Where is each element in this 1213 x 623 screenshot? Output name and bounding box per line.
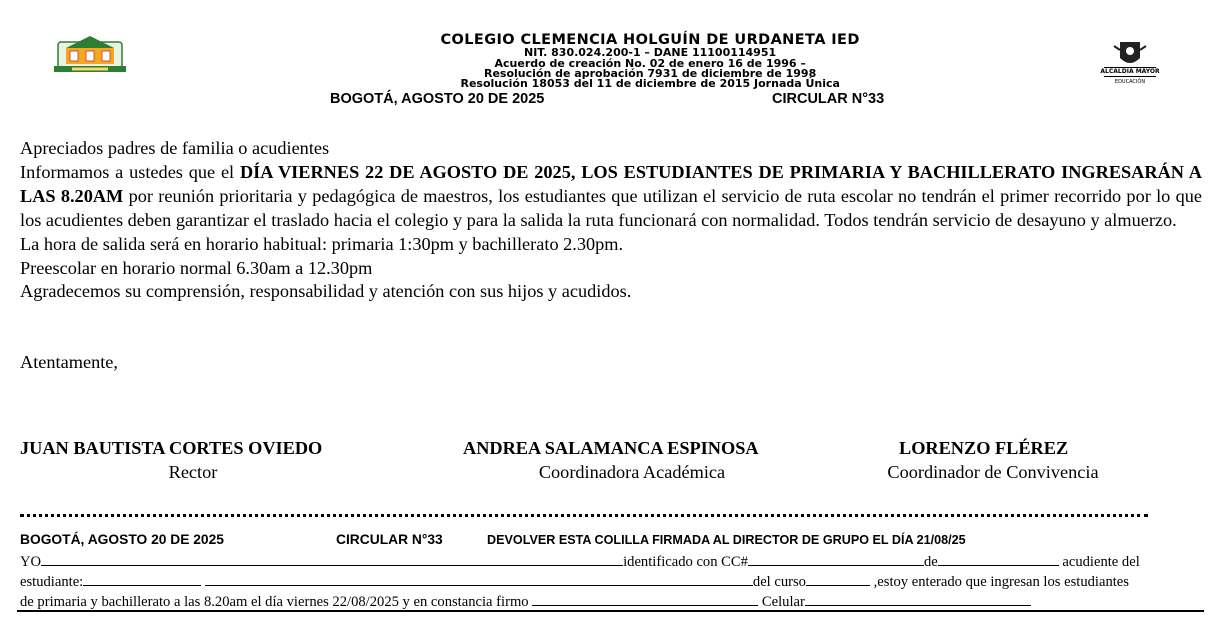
school-name: COLEGIO CLEMENCIA HOLGUÍN DE URDANETA IED <box>440 32 860 48</box>
stub-enterado-label: ,estoy enterado que ingresan los estudiantes <box>869 574 1129 590</box>
alcaldia-text: ALCALDÍA MAYOR <box>1100 68 1160 75</box>
phone-field[interactable] <box>805 591 1031 606</box>
cc-origin-field[interactable] <box>938 551 1059 566</box>
stub-date: BOGOTÁ, AGOSTO 20 DE 2025 <box>20 532 224 547</box>
main-paragraph-intro: Informamos a ustedes que el <box>20 161 240 182</box>
educacion-text: EDUCACIÓN <box>1114 79 1146 85</box>
course-field[interactable] <box>806 571 870 586</box>
circular-body <box>20 137 1202 304</box>
stub-line-3 <box>20 591 1031 611</box>
preschool-schedule: Preescolar en horario normal 6.30am a 12.30pm <box>20 257 373 278</box>
stub-curso-label: del curso <box>752 574 806 590</box>
stub-cc-label: identificado con CC# <box>623 554 748 570</box>
stub-celular-label: Celular <box>758 594 805 610</box>
bottom-rule <box>17 610 1204 612</box>
thanks-line: Agradecemos su comprensión, responsabilidad y atención con sus hijos y acudidos. <box>20 281 632 302</box>
parent-name-field[interactable] <box>41 551 623 566</box>
stub-circular: CIRCULAR N°33 <box>336 532 443 547</box>
stub-line-1 <box>20 551 1140 571</box>
stub-instruction: DEVOLVER ESTA COLILLA FIRMADA AL DIRECTOR DE GRUPO EL DÍA 21/08/25 <box>487 533 966 547</box>
signature-name-convivencia: LORENZO FLÉREZ <box>899 438 1069 458</box>
stub-line-2 <box>20 571 1129 591</box>
school-approval: Resolución de aprobación 7931 de diciembre de 1998 <box>484 67 817 80</box>
signature-field[interactable] <box>532 591 758 606</box>
signature-role-rector: Rector <box>168 462 218 482</box>
main-paragraph-rest: por reunión prioritaria y pedagógica de maestros, los estudiantes que utilizan el servicio de ruta escolar no tendrán el primer recorrido por lo que los acudientes deben garantizar el traslado hacia el colegio y para la salida la ruta funcionará con normalidad. Todos tendrán servicio de desayuno y almuerzo. <box>20 185 1202 230</box>
school-nit: NIT. 830.024.200-1 – DANE 11100114951 <box>524 46 777 59</box>
main-paragraph <box>20 161 1202 233</box>
school-logo <box>52 34 128 76</box>
stub-yo-label: YO <box>20 554 42 570</box>
cc-number-field[interactable] <box>748 551 924 566</box>
alcaldia-logo <box>1092 38 1168 86</box>
signature-name-academic: ANDREA SALAMANCA ESPINOSA <box>463 438 759 458</box>
cut-line <box>20 510 1148 517</box>
stub-constancia-label: de primaria y bachillerato a las 8.20am el día viernes 22/08/2025 y en constancia firmo <box>20 594 533 610</box>
circular-date: BOGOTÁ, AGOSTO 20 DE 2025 <box>330 91 545 107</box>
stub-acudiente-label: acudiente del <box>1058 554 1140 570</box>
signature-role-convivencia: Coordinador de Convivencia <box>887 462 1099 482</box>
stub-estudiante-label: estudiante: <box>20 574 84 590</box>
school-creation: Acuerdo de creación No. 02 de enero 16 de 1996 – <box>494 57 806 70</box>
closing: Atentamente, <box>20 352 118 372</box>
circular-number: CIRCULAR N°33 <box>772 91 885 107</box>
signature-role-academic: Coordinadora Académica <box>538 462 726 482</box>
student-name-field-a[interactable] <box>83 571 201 586</box>
stub-de-label: de <box>923 554 938 570</box>
main-paragraph-highlight: DÍA VIERNES 22 DE AGOSTO DE 2025, LOS ESTUDIANTES DE PRIMARIA Y BACHILLERATO INGRESARÁN A LAS 8.20AM <box>20 161 1202 206</box>
school-resolution: Resolución 18053 del 11 de diciembre de 2015 Jornada Única <box>460 77 840 90</box>
student-name-field-b[interactable] <box>205 571 753 586</box>
signature-name-rector: JUAN BAUTISTA CORTES OVIEDO <box>20 438 323 458</box>
greeting: Apreciados padres de familia o acudientes <box>20 138 330 158</box>
exit-schedule: La hora de salida será en horario habitual: primaria 1:30pm y bachillerato 2.30pm. <box>20 233 624 254</box>
